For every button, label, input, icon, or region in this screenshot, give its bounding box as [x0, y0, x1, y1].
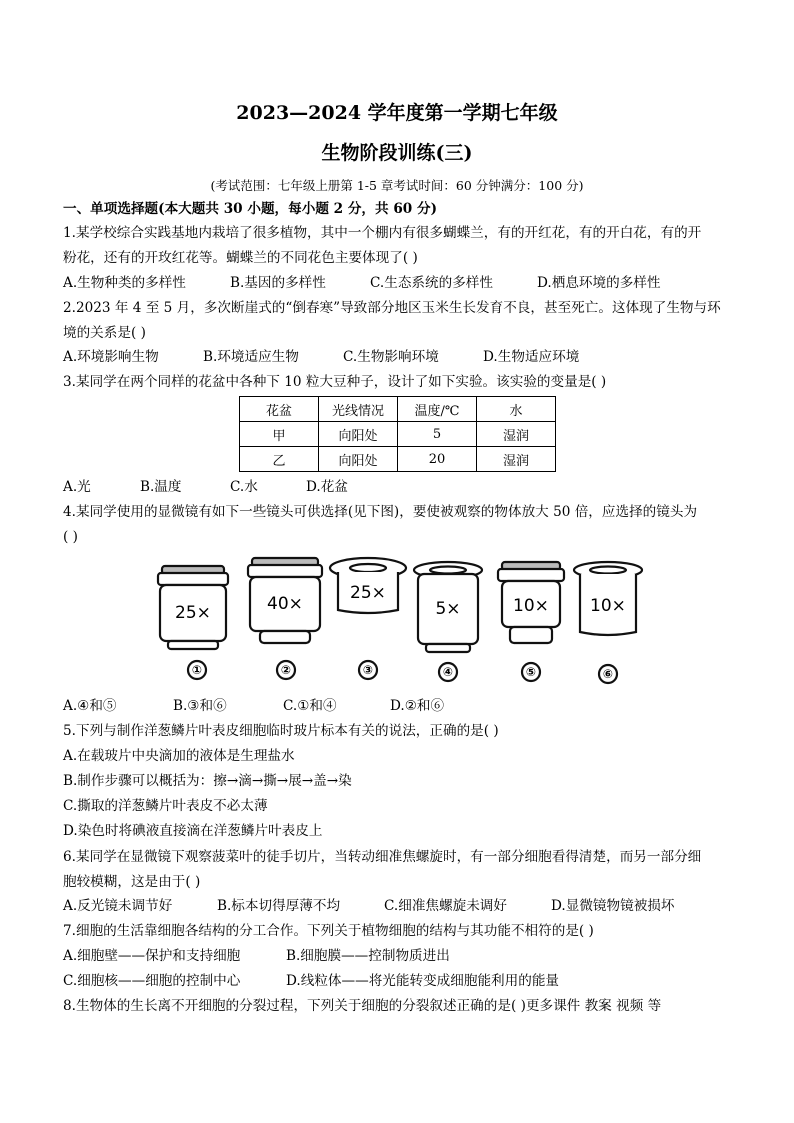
question-4-line-1: 4.某同学使用的显微镜有如下一些镜头可供选择(见下图)，要使被观察的物体放大 50 倍，应选择的镜头为	[63, 504, 698, 520]
question-2-option-a: A.环境影响生物	[63, 349, 159, 365]
lens-figure	[150, 548, 670, 690]
question-1-option-a: A.生物种类的多样性	[63, 275, 186, 291]
question-6-option-c: C.细准焦螺旋未调好	[384, 898, 507, 914]
question-3-option-d: D.花盆	[306, 479, 348, 495]
table-header-row	[240, 397, 556, 422]
lens-3-mag: 25×	[350, 583, 386, 603]
table-cell: 20	[398, 447, 477, 472]
question-2-option-b: B.环境适应生物	[203, 349, 299, 365]
question-6-option-a: A.反光镜未调节好	[63, 898, 173, 914]
question-6-option-b: B.标本切得厚薄不均	[217, 898, 341, 914]
question-3-option-a: A.光	[63, 479, 91, 495]
exam-title: 2023—2024 学年度第一学期七年级	[236, 102, 558, 124]
question-3-option-c: C.水	[230, 479, 258, 495]
question-7-option-c: C.细胞核——细胞的控制中心	[63, 973, 241, 989]
question-1-option-b: B.基因的多样性	[230, 275, 326, 291]
table-cell: 向阳处	[319, 447, 398, 472]
question-7-option-d: D.线粒体——将光能转变成细胞能利用的能量	[286, 973, 560, 989]
exam-subtitle: 生物阶段训练(三)	[321, 142, 473, 164]
question-6-option-d: D.显微镜物镜被损坏	[551, 898, 675, 914]
question-5-option-d: D.染色时将碘液直接滴在洋葱鳞片叶表皮上	[63, 823, 323, 839]
question-6-line-2: 胞较模糊，这是由于( )	[63, 874, 201, 890]
lens-1-mag: 25×	[175, 603, 211, 623]
question-5-line-1: 5.下列与制作洋葱鳞片叶表皮细胞临时玻片标本有关的说法，正确的是( )	[63, 723, 499, 739]
question-3-line-1: 3.某同学在两个同样的花盆中各种下 10 粒大豆种子，设计了如下实验。该实验的变量是( )	[63, 374, 607, 390]
question-1-option-d: D.栖息环境的多样性	[537, 275, 661, 291]
lens-4-mag: 5×	[435, 599, 461, 619]
question-2-option-c: C.生物影响环境	[343, 349, 439, 365]
question-4-option-c: C.①和④	[283, 698, 337, 714]
table-cell: 甲	[240, 422, 319, 447]
question-2-option-d: D.生物适应环境	[483, 349, 580, 365]
lens-1-number: ①	[191, 663, 203, 677]
question-4-option-a: A.④和⑤	[63, 698, 117, 714]
question-7-line-1: 7.细胞的生活靠细胞各结构的分工合作。下列关于植物细胞的结构与其功能不相符的是( )	[63, 923, 594, 939]
question-1-line-1: 1.某学校综合实践基地内栽培了很多植物，其中一个棚内有很多蝴蝶兰，有的开红花，有的开白花，有的开	[63, 225, 702, 241]
exam-scope: (考试范围：七年级上册第 1-5 章考试时间：60 分钟满分：100 分)	[210, 178, 584, 193]
lens-5-number: ⑤	[525, 665, 537, 679]
question-5-option-a: A.在载玻片中央滴加的液体是生理盐水	[63, 748, 295, 764]
question-1-option-c: C.生态系统的多样性	[370, 275, 493, 291]
table-header-cell: 水	[477, 397, 556, 422]
table-cell: 向阳处	[319, 422, 398, 447]
question-5-option-c: C.撕取的洋葱鳞片叶表皮不必太薄	[63, 798, 268, 814]
table-cell: 湿润	[477, 447, 556, 472]
question-7-option-a: A.细胞壁——保护和支持细胞	[63, 948, 241, 964]
question-6-line-1: 6.某同学在显微镜下观察菠菜叶的徒手切片，当转动细准焦螺旋时，有一部分细胞看得清楚，而另一部分细	[63, 849, 702, 865]
table-cell: 乙	[240, 447, 319, 472]
section-heading: 一、单项选择题(本大题共 30 小题，每小题 2 分，共 60 分)	[63, 201, 438, 217]
table-cell: 湿润	[477, 422, 556, 447]
question-2-line-2: 境的关系是( )	[63, 325, 146, 341]
experiment-table	[239, 396, 556, 472]
question-3-option-b: B.温度	[140, 479, 182, 495]
lens-2-mag: 40×	[267, 594, 303, 614]
question-4-option-d: D.②和⑥	[390, 698, 445, 714]
lens-6-number: ⑥	[602, 667, 614, 681]
question-2-line-1: 2.2023 年 4 至 5 月，多次断崖式的“倒春寒”导致部分地区玉米生长发育不良，甚至死亡。这体现了生物与环	[63, 300, 721, 316]
question-8-line-1: 8.生物体的生长离不开细胞的分裂过程，下列关于细胞的分裂叙述正确的是( )更多课件 教案 视频 等	[63, 998, 662, 1014]
question-4-option-b: B.③和⑥	[173, 698, 227, 714]
table-row	[240, 447, 556, 472]
lens-3-number: ③	[362, 663, 374, 677]
table-cell: 5	[398, 422, 477, 447]
table-row	[240, 422, 556, 447]
lens-5-mag: 10×	[513, 596, 549, 616]
table-header-cell: 光线情况	[319, 397, 398, 422]
table-header-cell: 温度/℃	[398, 397, 477, 422]
lens-2-number: ②	[280, 663, 292, 677]
question-7-option-b: B.细胞膜——控制物质进出	[286, 948, 450, 964]
question-4-line-2: ( )	[63, 529, 78, 545]
question-5-option-b: B.制作步骤可以概括为：擦→滴→撕→展→盖→染	[63, 773, 352, 789]
table-header-cell: 花盆	[240, 397, 319, 422]
question-1-line-2: 粉花，还有的开玫红花等。蝴蝶兰的不同花色主要体现了( )	[63, 250, 418, 266]
lens-6-mag: 10×	[590, 596, 626, 616]
lens-4-number: ④	[442, 665, 454, 679]
